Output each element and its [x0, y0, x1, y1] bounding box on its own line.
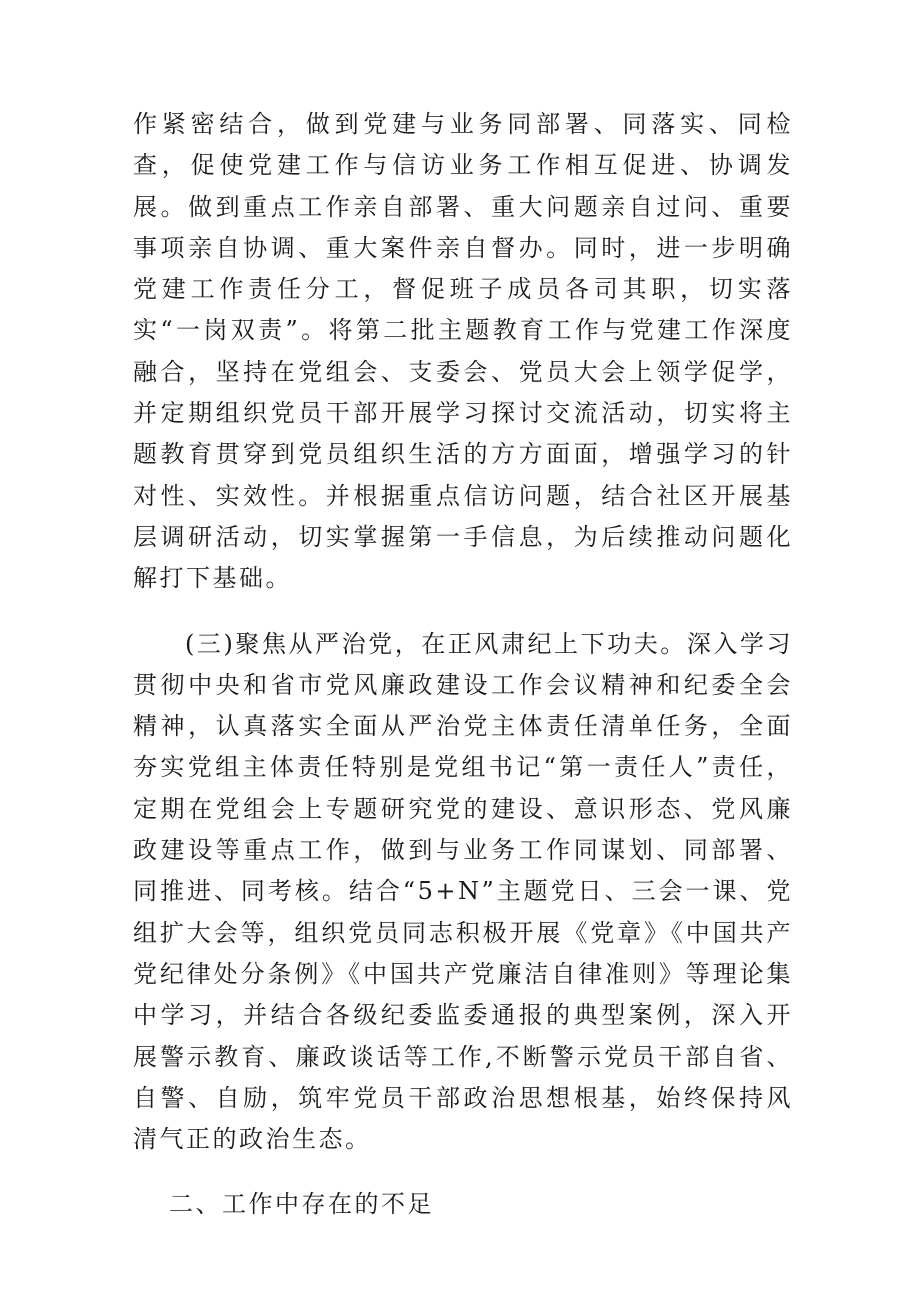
body-paragraph-section-three: (三)聚焦从严治党，在正风肃纪上下功夫。深入学习贯彻中央和省市党风廉政建设工作会议精神和纪委全会精神，认真落实全面从严治党主体责任清单任务，全面夯实党组主体责任特别是党组书记“第一责任人”责任，定期在党组会上专题研究党的建设、意识形态、党风廉政建设等重点工作，做到与业务工作同谋划、同部署、同推进、同考核。结合“5+N”主题党日、三会一课、党组扩大会等，组织党员同志积极开展《党章》《中国共产党纪律处分条例》《中国共产党廉洁自律准则》等理论集中学习，并结合各级纪委监委通报的典型案例，深入开展警示教育、廉政谈话等工作,不断警示党员干部自省、自警、自励，筑牢党员干部政治思想根基，始终保持风清气正的政治生态。 — [133, 629, 793, 1154]
body-paragraph-continued: 作紧密结合，做到党建与业务同部署、同落实、同检查，促使党建工作与信访业务工作相互促进、协调发展。做到重点工作亲自部署、重大问题亲自过问、重要事项亲自协调、重大案件亲自督办。同时，进一步明确党建工作责任分工，督促班子成员各司其职，切实落实“一岗双责”。将第二批主题教育工作与党建工作深度融合，坚持在党组会、支委会、党员大会上领学促学，并定期组织党员干部开展学习探讨交流活动，切实将主题教育贯穿到党员组织生活的方方面面，增强学习的针对性、实效性。并根据重点信访问题，结合社区开展基层调研活动，切实掌握第一手信息，为后续推动问题化解打下基础。 — [133, 110, 793, 593]
document-page — [133, 104, 793, 1226]
section-heading: 二、工作中存在的不足 — [169, 1190, 434, 1219]
